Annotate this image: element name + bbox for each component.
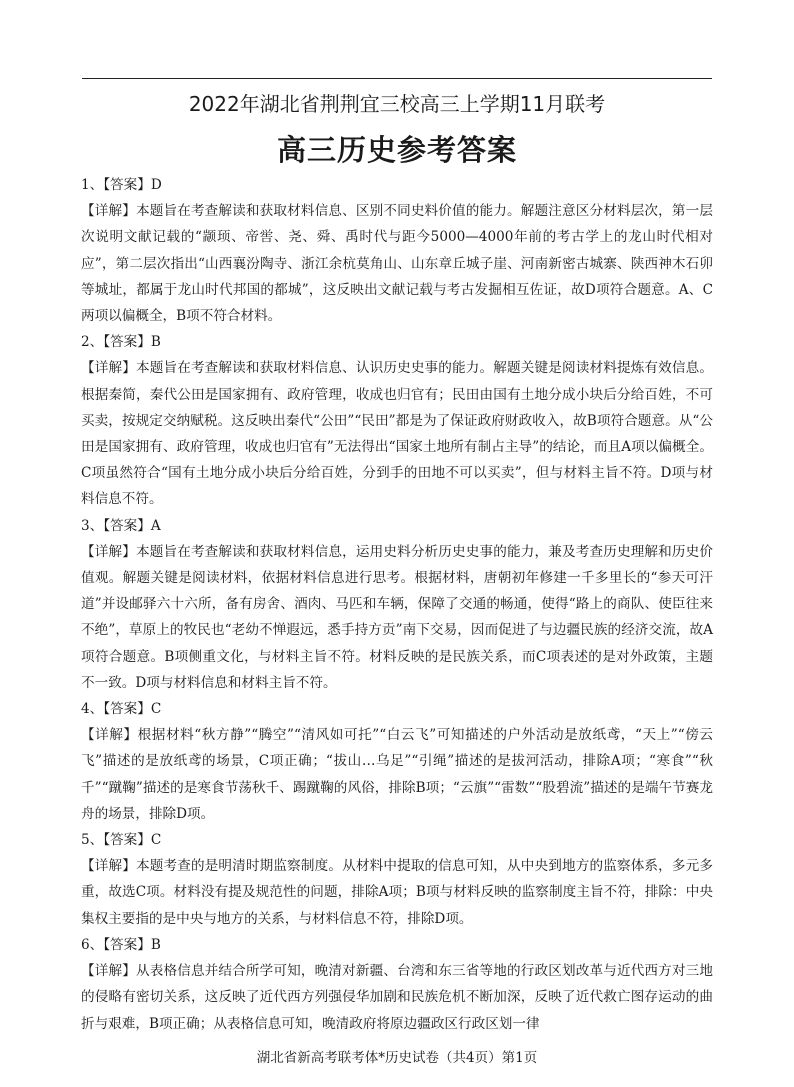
explanation-paragraph: 【详解】根据材料“秋方静”“腾空”“清风如可托”“白云飞”可知描述的户外活动是放纸鸢，“天上”“傍云飞”描述的是放纸鸢的场景，C项正确；“拔山…乌足”“引绳”描述的是拔河活动，排除A项；“寒食”“秋千”“蹴鞠”描述的是寒食节荡秋千、踢蹴鞠的风俗，排除B项；“云旗”“雷数”“股碧流”描述的是端午节赛龙舟的场景，排除D项。: [81, 727, 713, 822]
header-rule: [82, 78, 712, 79]
exam-title: 2022年湖北省荆荆宜三校高三上学期11月联考: [188, 92, 606, 116]
question-block-4: [81, 696, 713, 827]
document-title: 高三历史参考答案: [276, 133, 517, 167]
question-block-3: [81, 513, 713, 696]
explanation-paragraph: 【详解】本题考查的是明清时期监察制度。从材料中提取的信息可知，从中央到地方的监察体系，多元多重，故选C项。材料没有提及规范性的问题，排除A项；B项与材料反映的监察制度主旨不符，排除：中央集权主要指的是中央与地方的关系，与材料信息不符，排除D项。: [81, 858, 713, 927]
explanation-paragraph: 【详解】本题旨在考查解读和获取材料信息，运用史料分析历史史事的能力，兼及考查历史理解和历史价值观。解题关键是阅读材料，依据材料信息进行思考。根据材料，唐朝初年修建一千多里长的“参天可汗道”并设邮驿六十六所，备有房舍、酒肉、马匹和车辆，保障了交通的畅通，使得“路上的商队、使臣往来不绝”，草原上的牧民也“老幼不惮遐远，悉手持方贡”南下交易，因而促进了与边疆民族的经济交流，故A项符合题意。B项侧重文化，与材料主旨不符。材料反映的是民族关系，而C项表述的是对外政策，主题不一致。D项与材料信息和材料主旨不符。: [81, 543, 713, 691]
question-block-2: [81, 329, 713, 512]
page-footer: 湖北省新高考联考体*历史试卷（共4页）第1页: [256, 1050, 538, 1066]
explanation-paragraph: 【详解】本题旨在考查解读和获取材料信息、区别不同史料价值的能力。解题注意区分材料层次，第一层次说明文献记载的“颛顼、帝喾、尧、舜、禹时代与距今5000—4000年前的考古学上的龙山时代相对应”，第二层次指出“山西襄汾陶寺、浙江余杭莫角山、山东章丘城子崖、河南新密古城寨、陕西神木石卯等城址，都属于龙山时代邦国的都城”，这反映出文献记载与考古发掘相互佐证，故D项符合题意。A、C两项以偏概全，B项不符合材料。: [81, 203, 713, 325]
answer-line: 4、【答案】C: [81, 701, 162, 718]
explanation-paragraph: 【详解】本题旨在考查解读和获取材料信息、认识历史史事的能力。解题关键是阅读材料提炼有效信息。根据秦简，秦代公田是国家拥有、政府管理，收成也归官有；民田由国有土地分成小块后分给百姓，不可买卖，按规定交纳赋税。这反映出秦代“公田”“民田”都是为了保证政府财政收入，故B项符合题意。从“公田是国家拥有、政府管理，收成也归官有”无法得出“国家土地所有制占主导”的结论，而且A项以偏概全。C项虽然符合“国有土地分成小块后分给百姓，分到手的田地不可以买卖”，但与材料主旨不符。D项与材料信息不符。: [81, 360, 713, 508]
explanation-paragraph: 【详解】从表格信息并结合所学可知，晚清对新疆、台湾和东三省等地的行政区划改革与近代西方对三地的侵略有密切关系，这反映了近代西方列强侵华加剧和民族危机不断加深，反映了近代救亡图存运动的曲折与艰难，B项正确；从表格信息可知，晚清政府将原边疆政区行政区划一律: [81, 963, 713, 1032]
answer-line: 6、【答案】B: [81, 936, 161, 953]
answer-line: 1、【答案】D: [81, 177, 162, 193]
answer-line: 5、【答案】C: [81, 832, 162, 849]
answer-line: 2、【答案】B: [81, 334, 161, 351]
answer-line: 3、【答案】A: [81, 517, 161, 534]
question-block-6: [81, 932, 713, 1037]
question-block-1: [81, 172, 713, 329]
answer-body: [81, 172, 713, 1037]
question-block-5: [81, 827, 713, 932]
